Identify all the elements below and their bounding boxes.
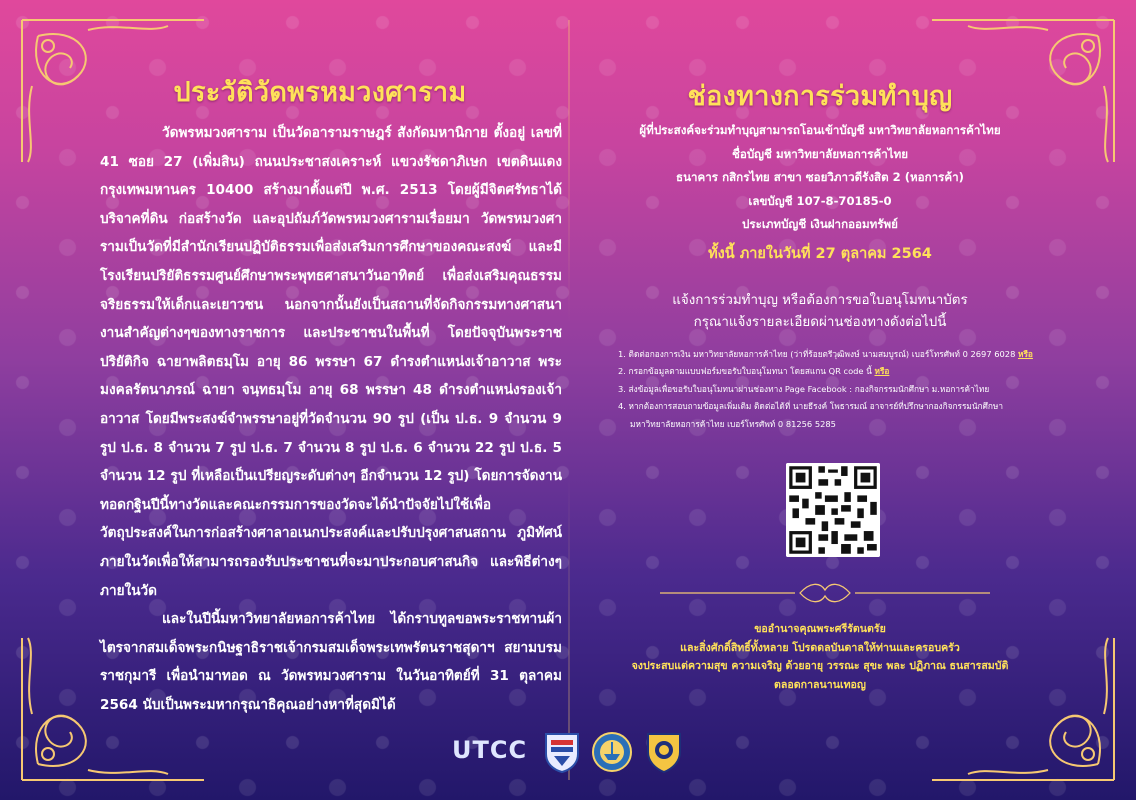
donation-title: ช่องทางการร่วมทำบุญ	[687, 81, 953, 112]
account-type: ประเภทบัญชี เงินฝากออมทรัพย์	[742, 217, 898, 231]
history-paragraph-1: วัดพรหมวงศาราม เป็นวัดอารามราษฎร์ สังกัดมหานิกาย ตั้งอยู่ เลขที่ 41 ซอย 27 (เพิ่มสิน) ถนนประชาสงเคราะห์ แขวงรัชดาภิเษก เขตดินแดง กรุงเทพมหานคร 10400 สร้างมาตั้งแต่ปี พ.ศ. 2513 โดยผู้มีจิตศรัทธาได้บริจาคที่ดิน ก่อสร้างวัด และอุปถัมภ์วัดพรหมวงศารามเรื่อยมา วัดพรหมวงศารามเป็นวัดที่มีสำนักเรียนปฏิบัติธรรมเพื่อส่งเสริมการศึกษาของคณะสงฆ์ และมีโรงเรียนปริยัติธรรมศูนย์ศึกษาพระพุทธศาสนาวันอาทิตย์ เพื่อส่งเสริมคุณธรรม จริยธรรมให้เด็กและเยาวชน นอกจากนั้นยังเป็นสถานที่จัดกิจกรรมทางศาสนา งานสำคัญต่างๆของทางราชการ และประชาชนในพื้นที่ โดยปัจจุบันพระราชปริยัติกิจ ฉายาพลิตธมฺโม อายุ 86 พรรษา 67 ดำรงตำแหน่งเจ้าอาวาส พระมงคลรัตนาภรณ์ ฉายา จนฺทธมฺโม อายุ 68 พรรษา 48 ดำรงตำแหน่งรองเจ้าอาวาส โดยมีพระสงฆ์จำพรรษาอยู่ที่วัดจำนวน 90 รูป (เป็น ป.ธ. 9 จำนวน 9 รูป ป.ธ. 8 จำนวน 7 รูป ป.ธ. 7 จำนวน 8 รูป ป.ธ. 6 จำนวน 22 รูป ป.ธ. 5 จำนวน 12 รูป ที่เหลือเป็นเปรียญระดับต่างๆ อีกจำนวน 12 รูป) โดยการจัดงานทอดกฐินปีนี้ทางวัดและคณะกรรมการของวัดจะได้นำปัจจัยไปใช้เพื่อวัตถุประสงค์ในการก่อสร้างศาลาอเนกประสงค์และปรับปรุงศาสนสถาน ภูมิทัศน์ภายในวัดเพื่อให้สามารถรองรับประชาชนที่จะมาประกอบศาสนกิจ และพิธีต่างๆ ภายในวัด	[100, 125, 562, 599]
notify-heading	[600, 290, 1040, 334]
blessing-line: ขออำนาจคุณพระศรีรัตนตรัย	[754, 623, 886, 635]
divider-ornament	[660, 578, 990, 608]
university-emblem-icon	[542, 730, 582, 774]
step-item	[618, 346, 1058, 363]
notify-line: กรุณาแจ้งรายละเอียดผ่านช่องทางดังต่อไปนี้	[693, 315, 947, 330]
deadline-text: ทั้งนี้ ภายในวันที่ 27 ตุลาคม 2564	[708, 246, 932, 262]
contact-steps	[618, 346, 1058, 433]
bank-info	[600, 119, 1040, 237]
blessing-line: จงประสบแต่ความสุข ความเจริญ ด้วยอายุ วรรณะ สุขะ พละ ปฏิภาณ ธนสารสมบัติ	[631, 660, 1009, 673]
step-text: 4. หากต้องการสอบถามข้อมูลเพิ่มเติม ติดต่อได้ที่ นายธีรงค์ โพธารมณ์ อาจารย์ที่ปรึกษากองกิจกรรมนักศึกษา	[618, 401, 1004, 412]
step-item	[618, 381, 1058, 398]
step-item	[618, 398, 1058, 415]
step-item-continuation: มหาวิทยาลัยหอการค้าไทย เบอร์โทรศัพท์ 0 81256 5285	[630, 418, 836, 429]
blessing-line: และสิ่งศักดิ์สิทธิ์ทั้งหลาย โปรดดลบันดาลให้ท่านและครอบครัว	[680, 641, 960, 654]
blessing-text	[600, 620, 1040, 694]
or-link[interactable]: หรือ	[874, 366, 890, 377]
step-text: 2. กรอกข้อมูลตามแบบฟอร์มขอรับใบอนุโมทนา โดยสแกน QR code นี้	[618, 366, 875, 377]
utcc-logo: UTCC	[452, 736, 528, 764]
center-divider	[568, 20, 570, 780]
step-item	[618, 363, 1058, 380]
history-paragraph-2: และในปีนี้มหาวิทยาลัยหอการค้าไทย ได้กราบทูลขอพระราชทานผ้าไตรจากสมเด็จพระกนิษฐาธิราชเจ้ากรมสมเด็จพระเทพรัตนราชสุดาฯ สยามบรมราชกุมารี เพื่อนำมาทอด ณ วัดพรหมวงศาราม ในวันอาทิตย์ที่ 31 ตุลาคม 2564 นับเป็นพระมหากรุณาธิคุณอย่างหาที่สุดมิได้	[100, 611, 562, 713]
step-text: 3. ส่งข้อมูลเพื่อขอรับใบอนุโมทนาผ่านช่องทาง Page Facebook : กองกิจกรรมนักศึกษา ม.หอการค้าไทย	[618, 383, 990, 394]
club-emblem-icon	[644, 730, 684, 774]
history-body	[100, 119, 562, 719]
bank-line: ชื่อบัญชี มหาวิทยาลัยหอการค้าไทย	[731, 146, 909, 161]
qr-code-icon[interactable]	[786, 463, 880, 557]
history-title: ประวัติวัดพรหมวงศาราม	[173, 77, 467, 108]
footer-logos	[452, 728, 692, 778]
account-number: เลขบัญชี 107-8-70185-0	[748, 193, 892, 208]
or-link[interactable]: หรือ	[1018, 349, 1033, 359]
bank-line: ธนาคาร กสิกรไทย สาขา ซอยวิภาวดีรังสิต 2 (หอการค้า)	[676, 170, 964, 184]
blessing-line: ตลอดกาลนานเทอญ	[774, 678, 866, 691]
notify-line: แจ้งการร่วมทำบุญ หรือต้องการขอใบอนุโมทนาบัตร	[672, 293, 968, 308]
step-text: 1. ติดต่อกองการเงิน มหาวิทยาลัยหอการค้าไทย (ว่าที่ร้อยตรีวุฒิพงษ์ นามสมบูรณ์) เบอร์โทรศัพท์ 0 2697 6028	[618, 349, 1018, 359]
school-emblem-icon	[592, 730, 632, 774]
bank-line: ผู้ที่ประสงค์จะร่วมทำบุญสามารถโอนเข้าบัญชี มหาวิทยาลัยหอการค้าไทย	[639, 123, 1001, 137]
